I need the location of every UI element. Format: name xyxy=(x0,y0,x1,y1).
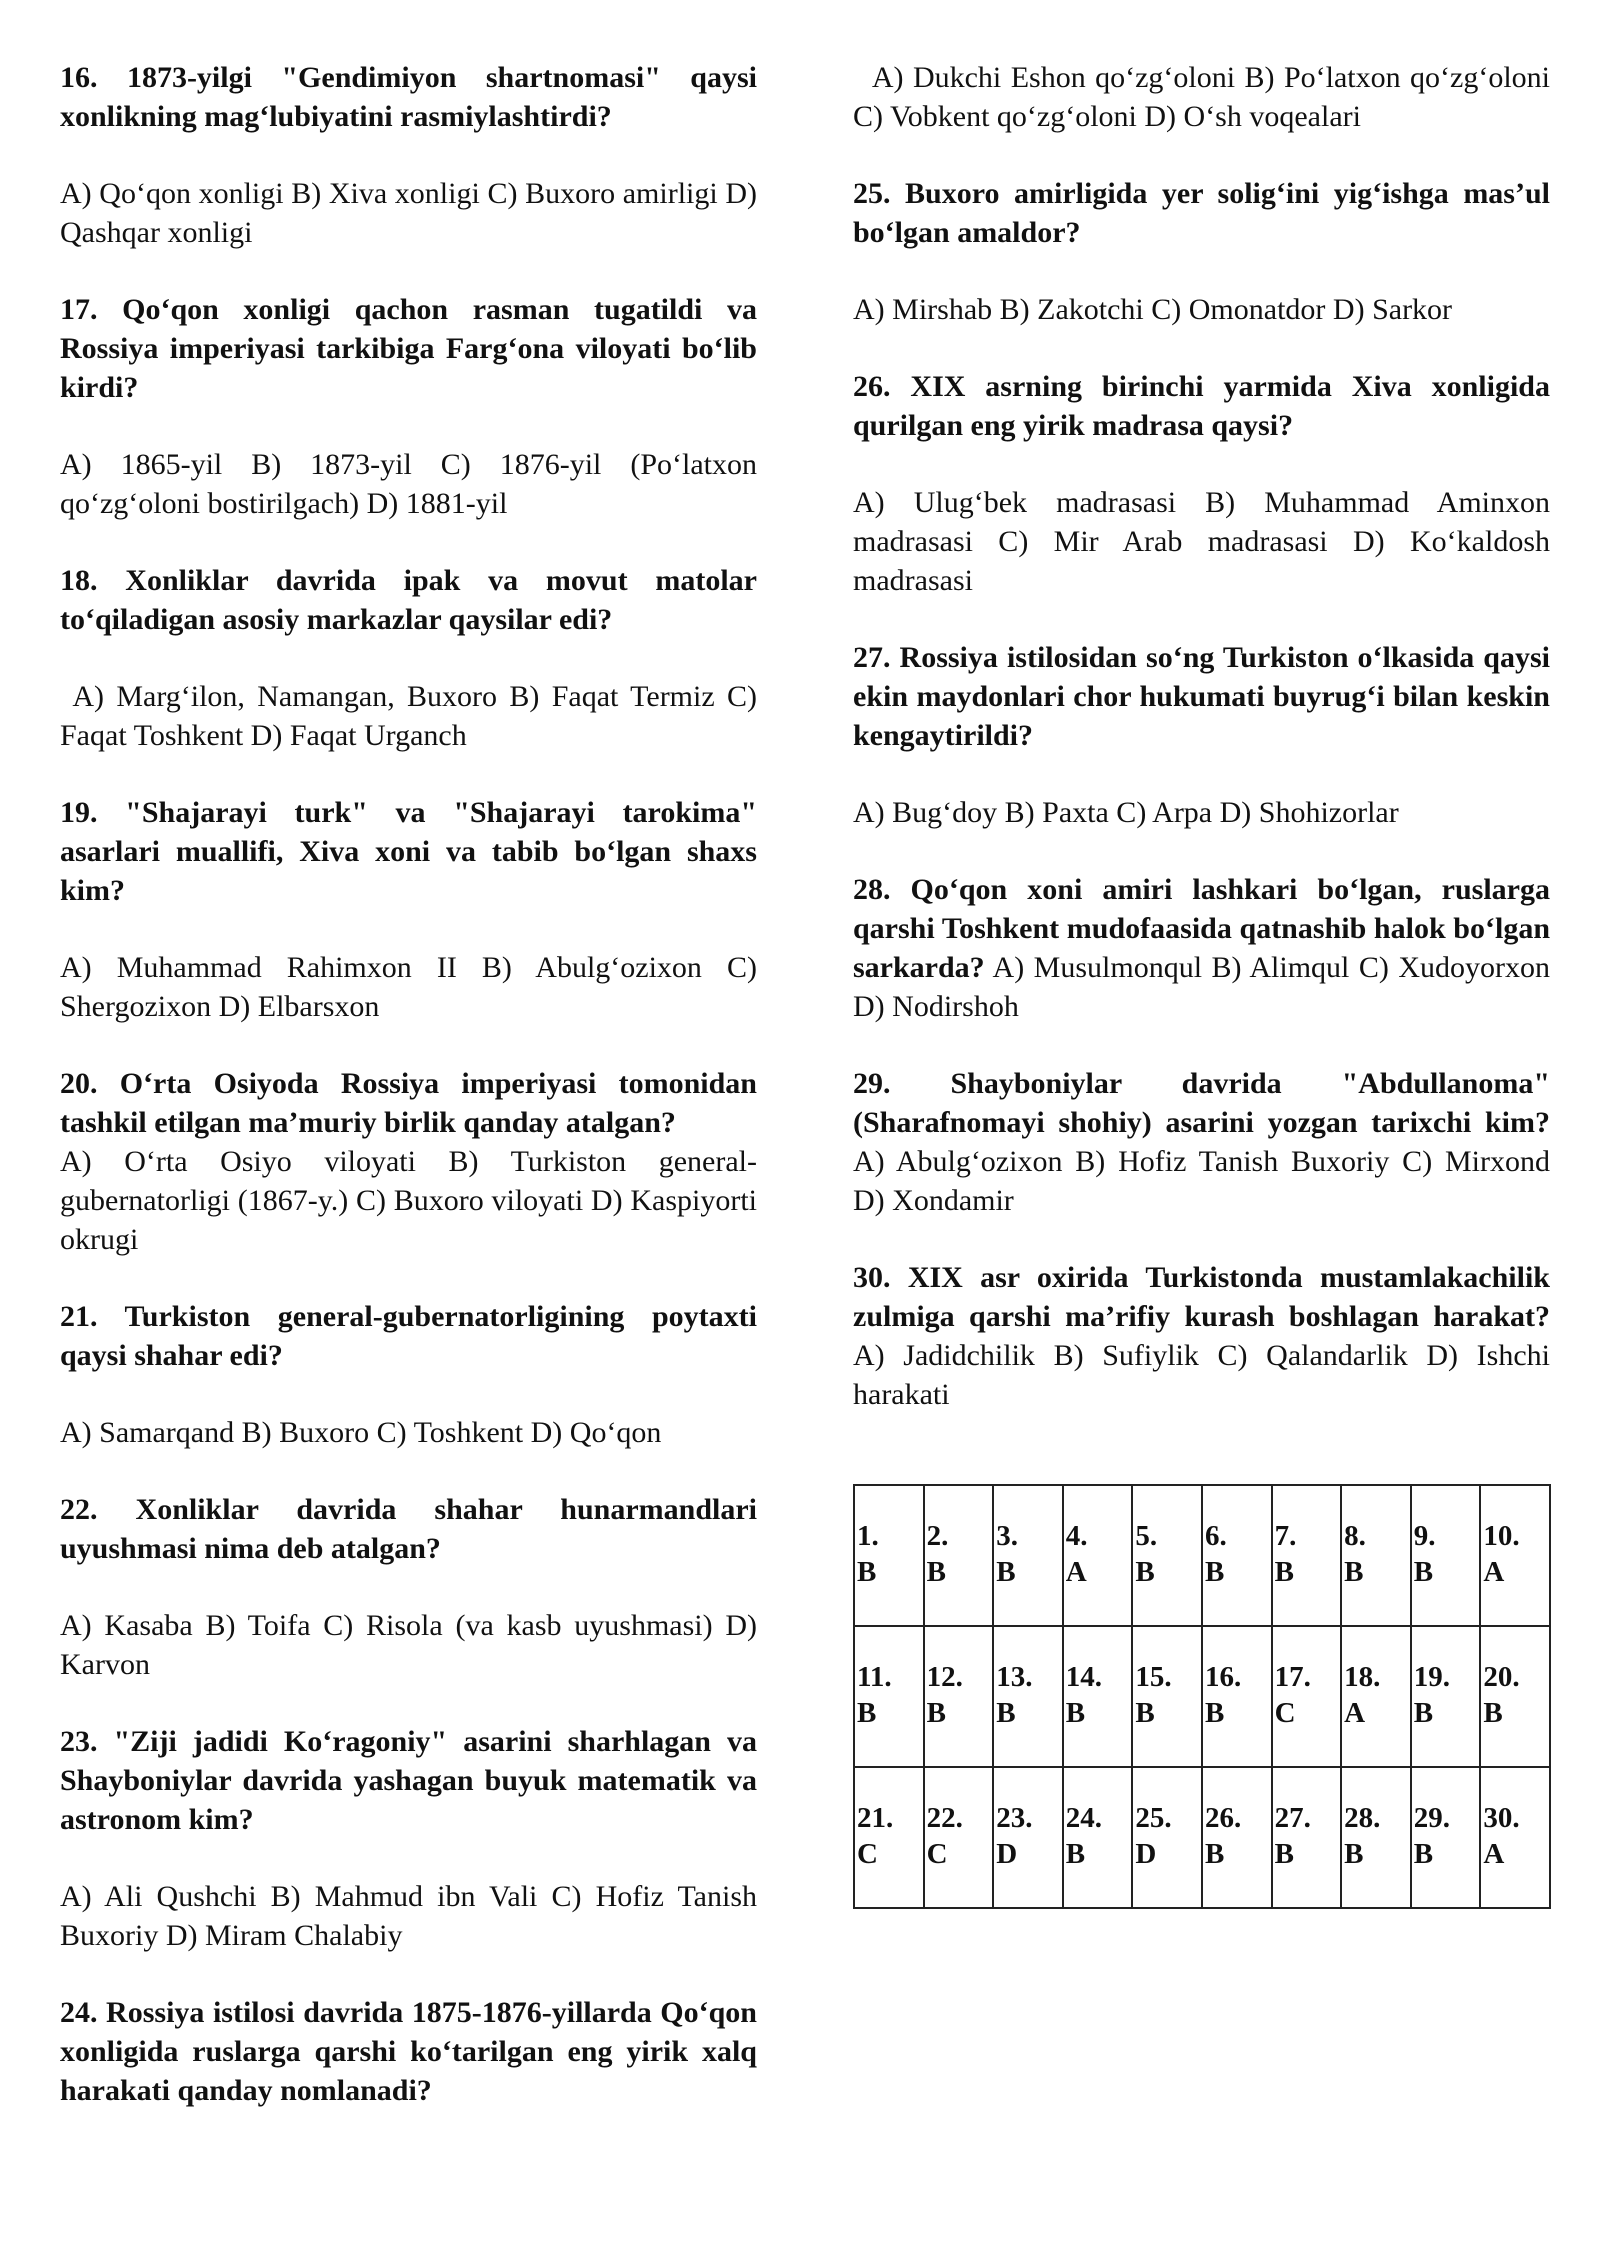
answer-options: A) Samarqand B) Buxoro C) Toshkent D) Qo‘qon xyxy=(60,1416,662,1449)
question-text xyxy=(853,1258,1550,1414)
answer-options: A) Marg‘ilon, Namangan, Buxoro B) Faqat Termiz C) Faqat Toshkent D) Faqat Urganch xyxy=(60,680,765,752)
answer-key-cell xyxy=(1480,1485,1550,1626)
answer-key-table xyxy=(853,1484,1551,1909)
answer-key-cell xyxy=(1341,1767,1411,1908)
answer-key-cell xyxy=(1411,1767,1481,1908)
question-number: 6. xyxy=(1204,1520,1227,1552)
question-number: 28. xyxy=(1344,1802,1381,1834)
answer-key-cell xyxy=(1411,1485,1481,1626)
question-number: 3. xyxy=(996,1520,1018,1552)
answer-letter: C xyxy=(926,1838,948,1870)
question-number: 29. xyxy=(1413,1802,1450,1834)
question-number: 23. xyxy=(996,1802,1033,1834)
question-number: 14. xyxy=(1065,1661,1103,1693)
answer-key-cell xyxy=(993,1767,1063,1908)
question-number: 1. xyxy=(857,1520,879,1552)
question-number: 5. xyxy=(1135,1520,1158,1552)
question-text xyxy=(60,793,757,910)
answer-letter: C xyxy=(857,1838,878,1870)
answer-key-cell xyxy=(924,1485,994,1626)
question-prompt: 16. 1873-yilgi "Gendimiyon shartnomasi" qaysi xonlikning mag‘lubiyatini rasmiylashtirdi? xyxy=(60,61,757,133)
question-item xyxy=(853,58,1558,136)
answer-options: A) 1865-yil B) 1873-yil C) 1876-yil (Po‘latxon qo‘zg‘oloni bostirilgach) D) 1881-yil xyxy=(60,448,765,520)
answer-key-cell xyxy=(1063,1767,1133,1908)
question-item xyxy=(853,367,1558,600)
answer-key-cell xyxy=(1411,1626,1481,1767)
answer-letter: B xyxy=(857,1556,877,1588)
answer-key-row xyxy=(854,1626,1550,1767)
answer-key-cell xyxy=(924,1626,994,1767)
question-item xyxy=(853,638,1550,832)
answer-letter: B xyxy=(1483,1697,1503,1729)
answer-letter: A xyxy=(1483,1838,1505,1870)
question-item xyxy=(853,1064,1550,1220)
question-text xyxy=(853,870,1550,1026)
question-item xyxy=(853,1258,1550,1414)
question-item xyxy=(60,1490,765,1684)
question-number: 18. xyxy=(1344,1661,1381,1693)
answer-options: A) Qo‘qon xonligi B) Xiva xonligi C) Buxoro amirligi D) Qashqar xonligi xyxy=(60,177,765,249)
question-prompt: 22. Xonliklar davrida shahar hunarmandlari uyushmasi nima deb atalgan? xyxy=(60,1493,757,1565)
question-number: 26. xyxy=(1204,1802,1242,1834)
question-number: 25. xyxy=(1135,1802,1172,1834)
answer-key-cell xyxy=(1132,1485,1202,1626)
answer-key-cell xyxy=(924,1767,994,1908)
answer-key-cell xyxy=(854,1767,924,1908)
question-prompt: 20. O‘rta Osiyoda Rossiya imperiyasi tomonidan tashkil etilgan ma’muriy birlik qanday atalgan? xyxy=(60,1067,757,1139)
answer-letter: A xyxy=(1344,1697,1366,1729)
answer-letter: B xyxy=(1344,1838,1364,1870)
answer-options: A) Jadidchilik B) Sufiylik C) Qalandarlik D) Ishchi harakati xyxy=(853,1339,1550,1411)
question-number: 13. xyxy=(996,1661,1033,1693)
question-item xyxy=(60,1993,757,2110)
question-prompt: 23. "Ziji jadidi Ko‘ragoniy" asarini sharhlagan va Shayboniylar davrida yashagan buyuk matematik va astronom kim? xyxy=(60,1725,757,1836)
question-prompt: 24. Rossiya istilosi davrida 1875-1876-yillarda Qo‘qon xonligida ruslarga qarshi ko‘tarilgan eng yirik xalq harakati qanday nomlanadi? xyxy=(60,1996,757,2107)
answer-key-cell xyxy=(854,1485,924,1626)
question-number: 17. xyxy=(1274,1661,1311,1693)
answer-letter: B xyxy=(1135,1697,1155,1729)
question-number: 2. xyxy=(926,1520,949,1552)
answer-letter: B xyxy=(1065,1697,1086,1729)
question-text xyxy=(853,1064,1550,1220)
answer-key-cell xyxy=(1202,1626,1272,1767)
question-number: 7. xyxy=(1274,1520,1297,1552)
answer-key-cell xyxy=(1202,1767,1272,1908)
question-text xyxy=(60,290,757,407)
question-item xyxy=(853,174,1550,329)
question-number: 21. xyxy=(857,1802,894,1834)
answer-letter: B xyxy=(1413,1556,1434,1588)
answer-key-cell xyxy=(1272,1767,1342,1908)
question-prompt: 26. XIX asrning birinchi yarmida Xiva xonligida qurilgan eng yirik madrasa qaysi? xyxy=(853,370,1550,442)
question-item xyxy=(60,1064,765,1259)
question-text xyxy=(60,1490,757,1568)
answer-key-row xyxy=(854,1485,1550,1626)
question-number: 15. xyxy=(1135,1661,1172,1693)
answer-options: A) Ali Qushchi B) Mahmud ibn Vali C) Hofiz Tanish Buxoriy D) Miram Chalabiy xyxy=(60,1880,765,1952)
question-number: 4. xyxy=(1065,1520,1088,1552)
answer-options: A) Mirshab B) Zakotchi C) Omonatdor D) Sarkor xyxy=(853,293,1453,326)
answer-key-cell xyxy=(1132,1767,1202,1908)
question-text xyxy=(853,638,1550,755)
question-prompt: 17. Qo‘qon xonligi qachon rasman tugatildi va Rossiya imperiyasi tarkibiga Farg‘ona viloyati bo‘lib kirdi? xyxy=(60,293,757,404)
answer-letter: B xyxy=(1413,1838,1434,1870)
question-text xyxy=(60,1993,757,2110)
answer-key-cell xyxy=(1132,1626,1202,1767)
answer-options: A) Abulg‘ozixon B) Hofiz Tanish Buxoriy C) Mirxond D) Xondamir xyxy=(853,1145,1550,1217)
question-number: 8. xyxy=(1344,1520,1366,1552)
answer-key-cell xyxy=(1063,1626,1133,1767)
answer-letter: B xyxy=(996,1697,1016,1729)
question-item xyxy=(853,870,1550,1026)
answer-letter: B xyxy=(926,1697,946,1729)
question-prompt: 25. Buxoro amirligida yer solig‘ini yig‘ishga mas’ul bo‘lgan amaldor? xyxy=(853,177,1550,249)
answer-key-cell xyxy=(1272,1485,1342,1626)
question-prompt: 30. XIX asr oxirida Turkistonda mustamlakachilik zulmiga qarshi ma’rifiy kurash boshlagan harakat? xyxy=(853,1261,1550,1333)
answer-letter: B xyxy=(857,1697,877,1729)
answer-options: A) Ulug‘bek madrasasi B) Muhammad Aminxon madrasasi C) Mir Arab madrasasi D) Ko‘kaldosh madrasasi xyxy=(853,486,1558,597)
question-item xyxy=(60,793,765,1026)
answer-letter: D xyxy=(996,1838,1018,1870)
answer-letter: B xyxy=(1344,1556,1364,1588)
question-text xyxy=(60,1297,757,1375)
answer-letter: B xyxy=(996,1556,1016,1588)
question-number: 11. xyxy=(857,1661,892,1693)
answer-key-cell xyxy=(993,1485,1063,1626)
answer-options: A) Muhammad Rahimxon II B) Abulg‘ozixon C) Shergozixon D) Elbarsxon xyxy=(60,951,765,1023)
answer-key-cell xyxy=(1480,1626,1550,1767)
question-text xyxy=(853,367,1550,445)
question-prompt: 18. Xonliklar davrida ipak va movut matolar to‘qiladigan asosiy markazlar qaysilar edi? xyxy=(60,564,757,636)
question-text xyxy=(60,58,757,136)
answer-key-cell xyxy=(993,1626,1063,1767)
answer-letter: A xyxy=(1483,1556,1505,1588)
question-number: 27. xyxy=(1274,1802,1311,1834)
answer-key-cell xyxy=(1341,1485,1411,1626)
question-text xyxy=(60,561,757,639)
question-item xyxy=(60,1722,765,1955)
question-number: 9. xyxy=(1413,1520,1436,1552)
question-prompt: 19. "Shajarayi turk" va "Shajarayi tarokima" asarlari muallifi, Xiva xoni va tabib bo‘lgan shaxs kim? xyxy=(60,796,757,907)
question-item xyxy=(60,561,765,755)
answer-options: A) Bug‘doy B) Paxta C) Arpa D) Shohizorlar xyxy=(853,796,1399,829)
answer-key-cell xyxy=(1063,1485,1133,1626)
question-number: 24. xyxy=(1065,1802,1103,1834)
question-text xyxy=(60,1722,757,1839)
answer-letter: B xyxy=(1204,1838,1225,1870)
question-number: 19. xyxy=(1413,1661,1450,1693)
answer-letter: B xyxy=(926,1556,946,1588)
left-column xyxy=(60,58,765,2148)
answer-letter: B xyxy=(1274,1838,1294,1870)
question-prompt: 27. Rossiya istilosidan so‘ng Turkiston o‘lkasida qaysi ekin maydonlari chor hukumati buyrug‘i bilan keskin kengaytirildi? xyxy=(853,641,1550,752)
answer-letter: B xyxy=(1065,1838,1086,1870)
answer-key-cell xyxy=(854,1626,924,1767)
question-text xyxy=(60,1064,757,1142)
answer-letter: B xyxy=(1204,1697,1225,1729)
answer-letter: C xyxy=(1274,1697,1296,1729)
question-number: 30. xyxy=(1483,1802,1520,1834)
answer-options: A) O‘rta Osiyo viloyati B) Turkiston general-gubernatorligi (1867-y.) C) Buxoro viloyati D) Kaspiyorti okrugi xyxy=(60,1145,765,1256)
answer-options: A) Dukchi Eshon qo‘zg‘oloni B) Po‘latxon qo‘zg‘oloni C) Vobkent qo‘zg‘oloni D) O‘sh voqealari xyxy=(853,61,1558,133)
answer-key-cell xyxy=(1480,1767,1550,1908)
question-number: 20. xyxy=(1483,1661,1520,1693)
answer-letter: B xyxy=(1413,1697,1434,1729)
question-number: 12. xyxy=(926,1661,963,1693)
answer-letter: B xyxy=(1274,1556,1294,1588)
answer-letter: D xyxy=(1135,1838,1157,1870)
answer-options: A) Musulmonqul B) Alimqul C) Xudoyorxon D) Nodirshoh xyxy=(853,951,1550,1023)
question-prompt: 21. Turkiston general-gubernatorligining poytaxti qaysi shahar edi? xyxy=(60,1300,757,1372)
answer-letter: B xyxy=(1135,1556,1155,1588)
answer-options: A) Kasaba B) Toifa C) Risola (va kasb uyushmasi) D) Karvon xyxy=(60,1609,765,1681)
answer-key-cell xyxy=(1341,1626,1411,1767)
question-number: 16. xyxy=(1204,1661,1242,1693)
question-prompt: 28. Qo‘qon xoni amiri lashkari bo‘lgan, ruslarga qarshi Toshkent mudofaasida qatnashib halok bo‘lgan sarkarda? xyxy=(853,873,1550,984)
right-column xyxy=(853,58,1558,1452)
answer-key-cell xyxy=(1272,1626,1342,1767)
answer-letter: A xyxy=(1065,1556,1087,1588)
question-item xyxy=(60,1297,757,1452)
question-text xyxy=(853,174,1550,252)
answer-key-row xyxy=(854,1767,1550,1908)
question-item xyxy=(60,58,765,252)
question-prompt: 29. Shayboniylar davrida "Abdullanoma" (Sharafnomayi shohiy) asarini yozgan tarixchi kim? xyxy=(853,1067,1550,1139)
question-item xyxy=(60,290,765,523)
question-number: 22. xyxy=(926,1802,963,1834)
answer-key-cell xyxy=(1202,1485,1272,1626)
answer-letter: B xyxy=(1204,1556,1225,1588)
question-number: 10. xyxy=(1483,1520,1520,1552)
